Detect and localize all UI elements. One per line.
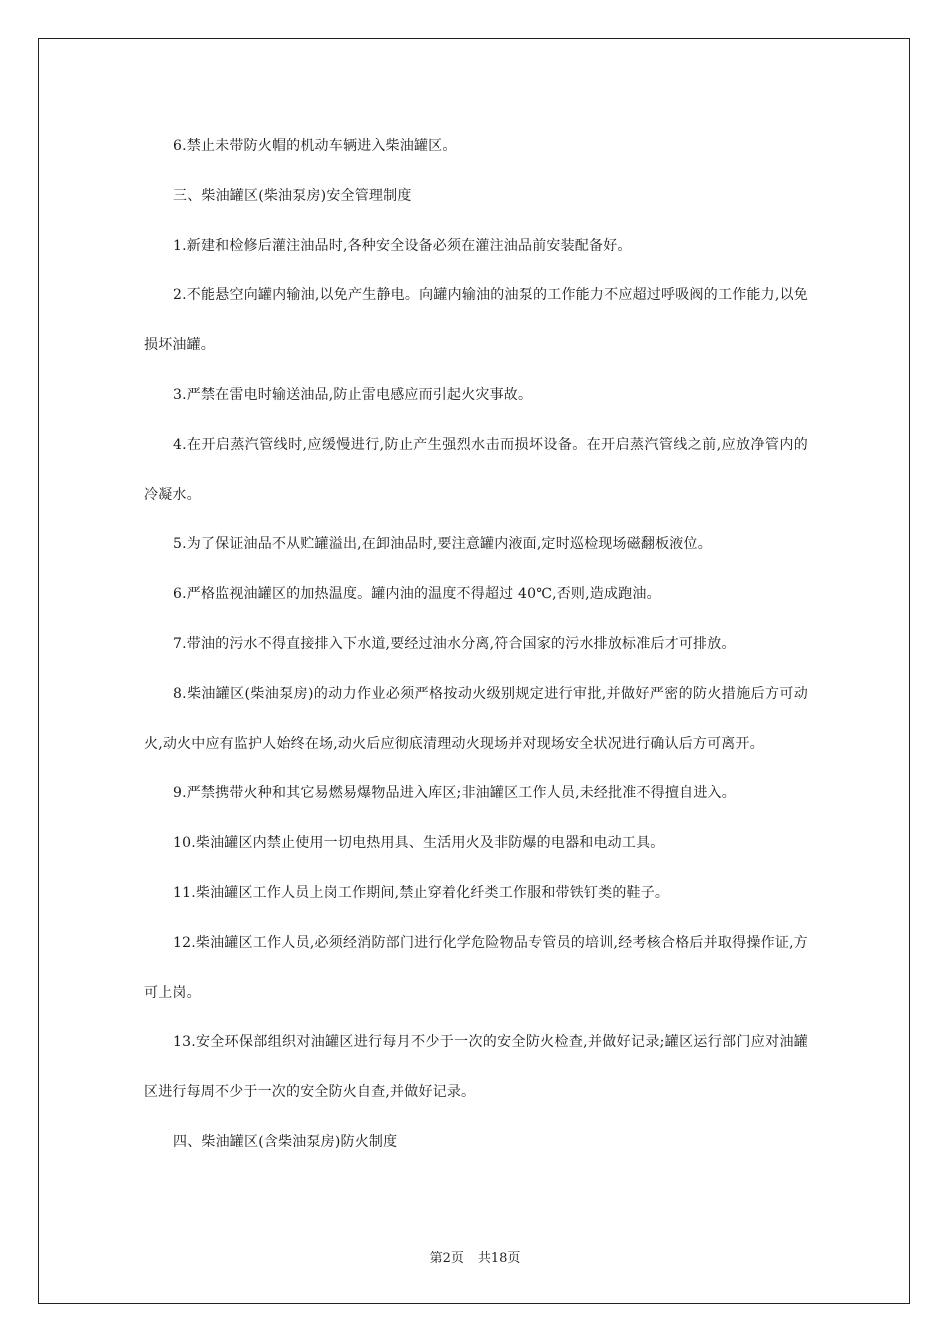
paragraph: 6.禁止未带防火帽的机动车辆进入柴油罐区。 <box>173 138 457 154</box>
paragraph: 7.带油的污水不得直接排入下水道,要经过油水分离,符合国家的污水排放标准后才可排放。 <box>173 635 736 652</box>
section-heading: 三、柴油罐区(柴油泵房)安全管理制度 <box>173 187 412 204</box>
paragraph: 8.柴油罐区(柴油泵房)的动力作业必须严格按动火级别规定进行审批,并做好严密的防火措施后方可动火,动火中应有监护人始终在场,动火后应彻底清理动火现场并对现场安全状况进行确认后方可离开。 <box>144 685 808 752</box>
paragraph: 12.柴油罐区工作人员,必须经消防部门进行化学危险物品专管员的培训,经考核合格后并取得操作证,方可上岗。 <box>144 934 808 1001</box>
paragraph: 9.严禁携带火种和其它易燃易爆物品进入库区;非油罐区工作人员,未经批准不得擅自进入。 <box>173 785 736 802</box>
paragraph: 6.严格监视油罐区的加热温度。罐内油的温度不得超过 40℃,否则,造成跑油。 <box>173 586 661 603</box>
section-heading: 四、柴油罐区(含柴油泵房)防火制度 <box>173 1133 398 1150</box>
paragraph: 10.柴油罐区内禁止使用一切电热用具、生活用火及非防爆的电器和电动工具。 <box>173 835 665 852</box>
paragraph: 5.为了保证油品不从贮罐溢出,在卸油品时,要注意罐内液面,定时巡检现场磁翻板液位。 <box>173 536 712 553</box>
paragraph: 11.柴油罐区工作人员上岗工作期间,禁止穿着化纤类工作服和带铁钉类的鞋子。 <box>173 884 670 901</box>
paragraph: 4.在开启蒸汽管线时,应缓慢进行,防止产生强烈水击而损坏设备。在开启蒸汽管线之前,应放净管内的冷凝水。 <box>144 436 808 503</box>
paragraph: 3.严禁在雷电时输送油品,防止雷电感应而引起火灾事故。 <box>173 386 533 403</box>
document-body <box>144 122 808 1168</box>
page-footer <box>0 1247 950 1266</box>
page-number: 第2页 <box>429 1251 464 1266</box>
paragraph: 1.新建和检修后灌注油品时,各种安全设备必须在灌注油品前安装配备好。 <box>173 237 632 254</box>
paragraph: 13.安全环保部组织对油罐区进行每月不少于一次的安全防火检查,并做好记录;罐区运行部门应对油罐区进行每周不少于一次的安全防火自查,并做好记录。 <box>144 1034 808 1101</box>
paragraph: 2.不能悬空向罐内输油,以免产生静电。向罐内输油的油泵的工作能力不应超过呼吸阀的工作能力,以免损坏油罐。 <box>144 287 808 354</box>
page-total: 共18页 <box>477 1251 521 1266</box>
